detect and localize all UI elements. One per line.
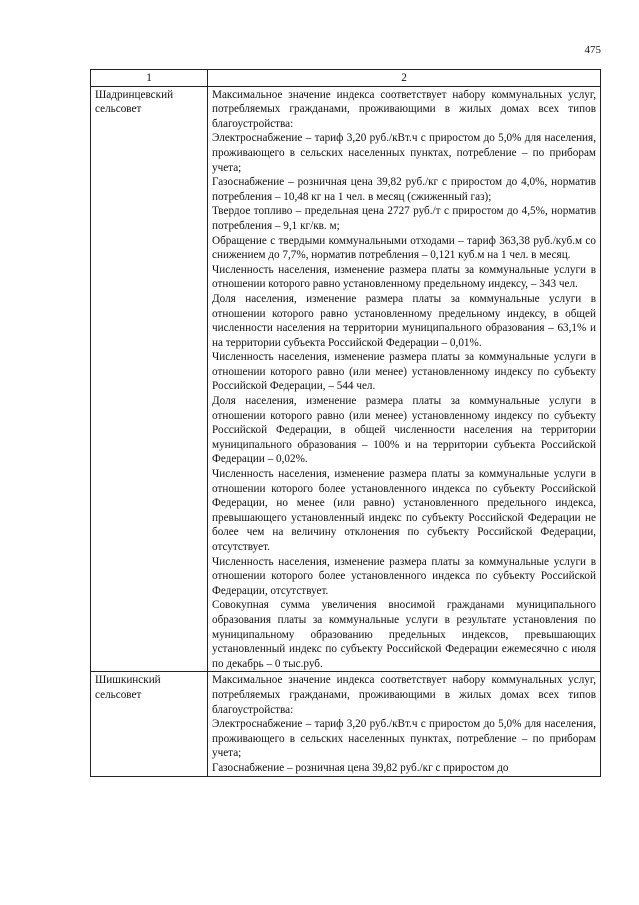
paragraph: Численность населения, изменение размера платы за коммунальные услуги в отношении которого более установленного индекса по субъекту Российской Федерации, но менее (или равно) установленного предельного индекса, превышающего установленный индекс по субъекту Российской Федерации не более чем на величину отклонения по субъекту Российской Федерации, отсутствует. xyxy=(212,468,596,553)
paragraph: Газоснабжение – розничная цена 39,82 руб./кг с приростом до 4,0%, норматив потребления – 10,48 кг на 1 чел. в месяц (сжиженный газ); xyxy=(212,176,596,203)
paragraph: Доля населения, изменение размера платы за коммунальные услуги в отношении которого равно установленному предельному индексу, в общей численности населения на территории муниципального образования – 63,1% и на территории субъекта Российской Федерации – 0,01%. xyxy=(212,292,596,349)
paragraph: Электроснабжение – тариф 3,20 руб./кВт.ч с приростом до 5,0% для населения, проживающего в сельских населенных пунктах, потребление – по приборам учета; xyxy=(212,132,596,174)
table-header-row xyxy=(91,70,601,87)
document-table xyxy=(90,69,601,777)
paragraph: Численность населения, изменение размера платы за коммунальные услуги в отношении которого равно установленному предельному индексу, – 343 чел. xyxy=(212,263,596,291)
paragraph: Максимальное значение индекса соответствует набору коммунальных услуг, потребляемых гражданами, проживающими в жилых домах всех типов благоустройства: xyxy=(212,674,596,716)
table-row xyxy=(91,86,601,672)
paragraph: Обращение с твердыми коммунальными отходами – тариф 363,38 руб./куб.м со снижением до 7,7%, норматив потребления – 0,121 куб.м на 1 чел. в месяц. xyxy=(212,234,596,262)
paragraph: Численность населения, изменение размера платы за коммунальные услуги в отношении которого более установленного индекса по субъекту Российской Федерации, отсутствует. xyxy=(212,555,596,597)
paragraph: Совокупная сумма увеличения вносимой гражданами муниципального образования платы за коммунальные услуги в результате установления по муниципальному образованию предельных индексов, превышающих установленный индекс по субъекту Российской Федерации ежемесячно с июля по декабрь – 0 тыс.руб. xyxy=(212,599,596,670)
paragraph: Твердое топливо – предельная цена 2727 руб./т с приростом до 4,5%, норматив потребления – 9,1 кг/кв. м; xyxy=(212,205,596,232)
paragraph: Численность населения, изменение размера платы за коммунальные услуги в отношении которого равно (или менее) установленному индексу по субъекту Российской Федерации, – 544 чел. xyxy=(212,351,596,393)
column-header-1: 1 xyxy=(91,70,208,87)
paragraph: Газоснабжение – розничная цена 39,82 руб./кг с приростом до xyxy=(212,761,509,774)
column-header-2: 2 xyxy=(208,70,601,87)
settlement-description xyxy=(208,672,601,776)
settlement-name: Шадринцевский сельсовет xyxy=(91,86,208,672)
paragraph: Электроснабжение – тариф 3,20 руб./кВт.ч с приростом до 5,0% для населения, проживающего в сельских населенных пунктах, потребление – по приборам учета; xyxy=(212,718,596,760)
page-number: 475 xyxy=(584,44,601,56)
settlement-description xyxy=(208,86,601,672)
table-row xyxy=(91,672,601,776)
settlement-name: Шишкинский сельсовет xyxy=(91,672,208,776)
paragraph: Доля населения, изменение размера платы за коммунальные услуги в отношении которого равно (или менее) установленному индексу по субъекту Российской Федерации, в общей численности населения на территории муниципального образования – 100% и на территории субъекта Российской Федерации – 0,02%. xyxy=(212,395,596,466)
paragraph: Максимальное значение индекса соответствует набору коммунальных услуг, потребляемых гражданами, проживающими в жилых домах всех типов благоустройства: xyxy=(212,88,596,130)
